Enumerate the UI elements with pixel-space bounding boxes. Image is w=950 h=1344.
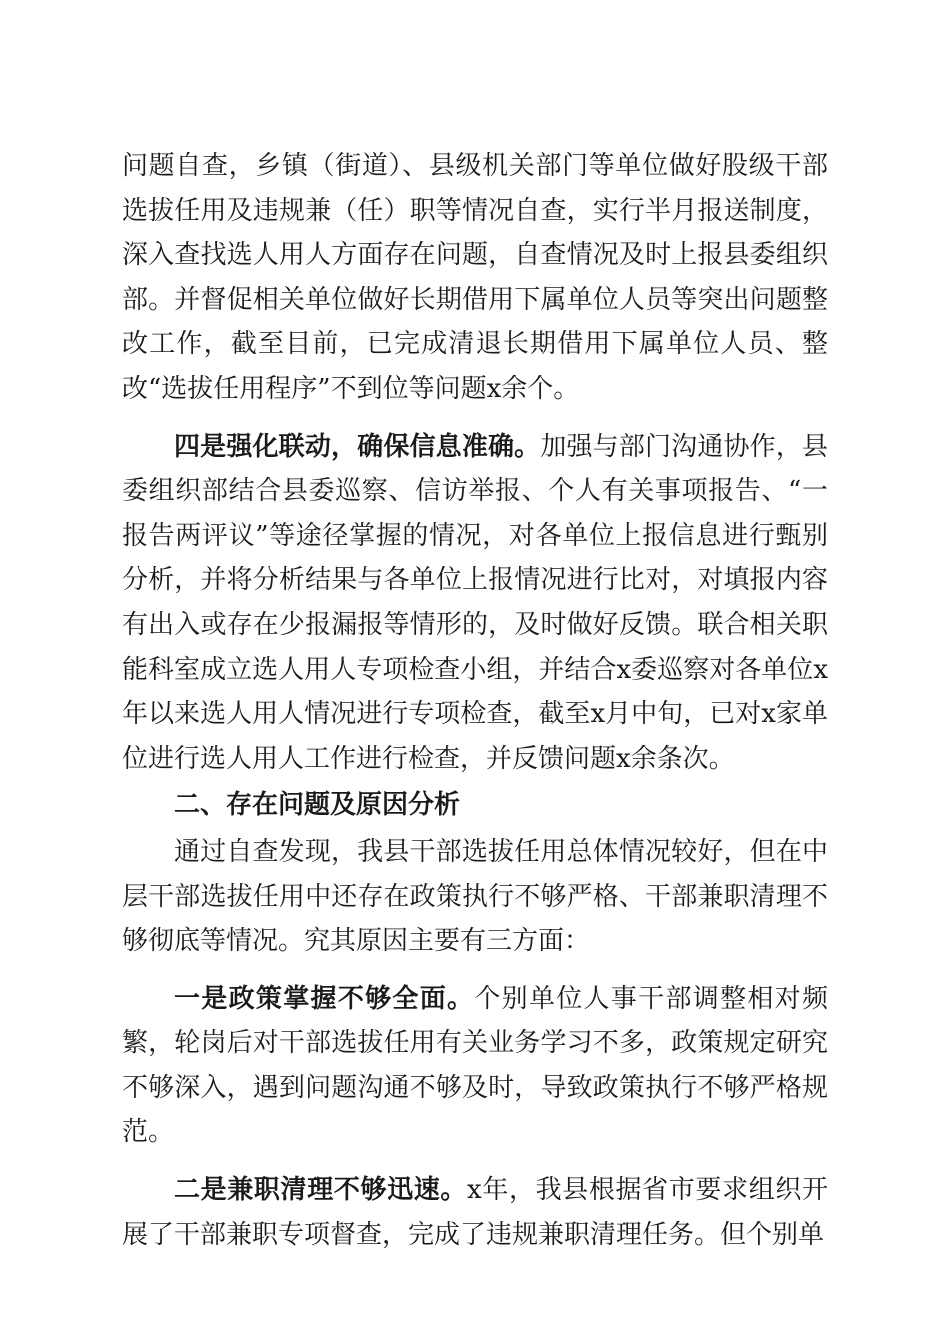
- paragraph-self-check-continuation: [122, 144, 828, 412]
- paragraph-text: 问题自查，乡镇（街道）、县级机关部门等单位做好股级干部选拔任用及违规兼（任）职等情况自查，实行半月报送制度，深入查找选人用人方面存在问题，自查情况及时上报县委组织部。并督促相关单位做好长期借用下属单位人员等突出问题整改工作，截至目前，已完成清退长期借用下属单位人员、整改“选拔任用程序”不到位等问题x余个。: [122, 151, 828, 404]
- paragraph-point-four: [122, 425, 828, 782]
- paragraph-cause-two: [122, 1168, 828, 1257]
- paragraph-lead: 四是强化联动，确保信息准确。: [174, 431, 541, 462]
- paragraph-text: 个别单位人事干部调整相对频繁，轮岗后对干部选拔任用有关业务学习不多，政策规定研究不够深入，遇到问题沟通不够及时，导致政策执行不够严格规范。: [122, 983, 828, 1148]
- paragraph-lead: 一是政策掌握不够全面。: [174, 983, 475, 1014]
- paragraph-text: x年，我县根据省市要求组织开展了干部兼职专项督查，完成了违规兼职清理任务。但个别单: [122, 1175, 828, 1250]
- paragraph-summary: [122, 830, 828, 964]
- paragraph-text: 通过自查发现，我县干部选拔任用总体情况较好，但在中层干部选拔任用中还存在政策执行不够严格、干部兼职清理不够彻底等情况。究其原因主要有三方面：: [122, 836, 828, 957]
- document-body: [122, 144, 828, 1257]
- paragraph-text: 加强与部门沟通协作，县委组织部结合县委巡察、信访举报、个人有关事项报告、“一报告两评议”等途径掌握的情况，对各单位上报信息进行甄别分析，并将分析结果与各单位上报情况进行比对，对填报内容有出入或存在少报漏报等情形的，及时做好反馈。联合相关职能科室成立选人用人专项检查小组，并结合x委巡察对各单位x年以来选人用人情况进行专项检查，截至x月中旬，已对x家单位进行选人用人工作进行检查，并反馈问题x余条次。: [122, 431, 828, 774]
- paragraph-cause-one: [122, 977, 828, 1155]
- paragraph-lead: 二是兼职清理不够迅速。: [174, 1175, 468, 1206]
- section-heading: 二、存在问题及原因分析: [174, 790, 461, 821]
